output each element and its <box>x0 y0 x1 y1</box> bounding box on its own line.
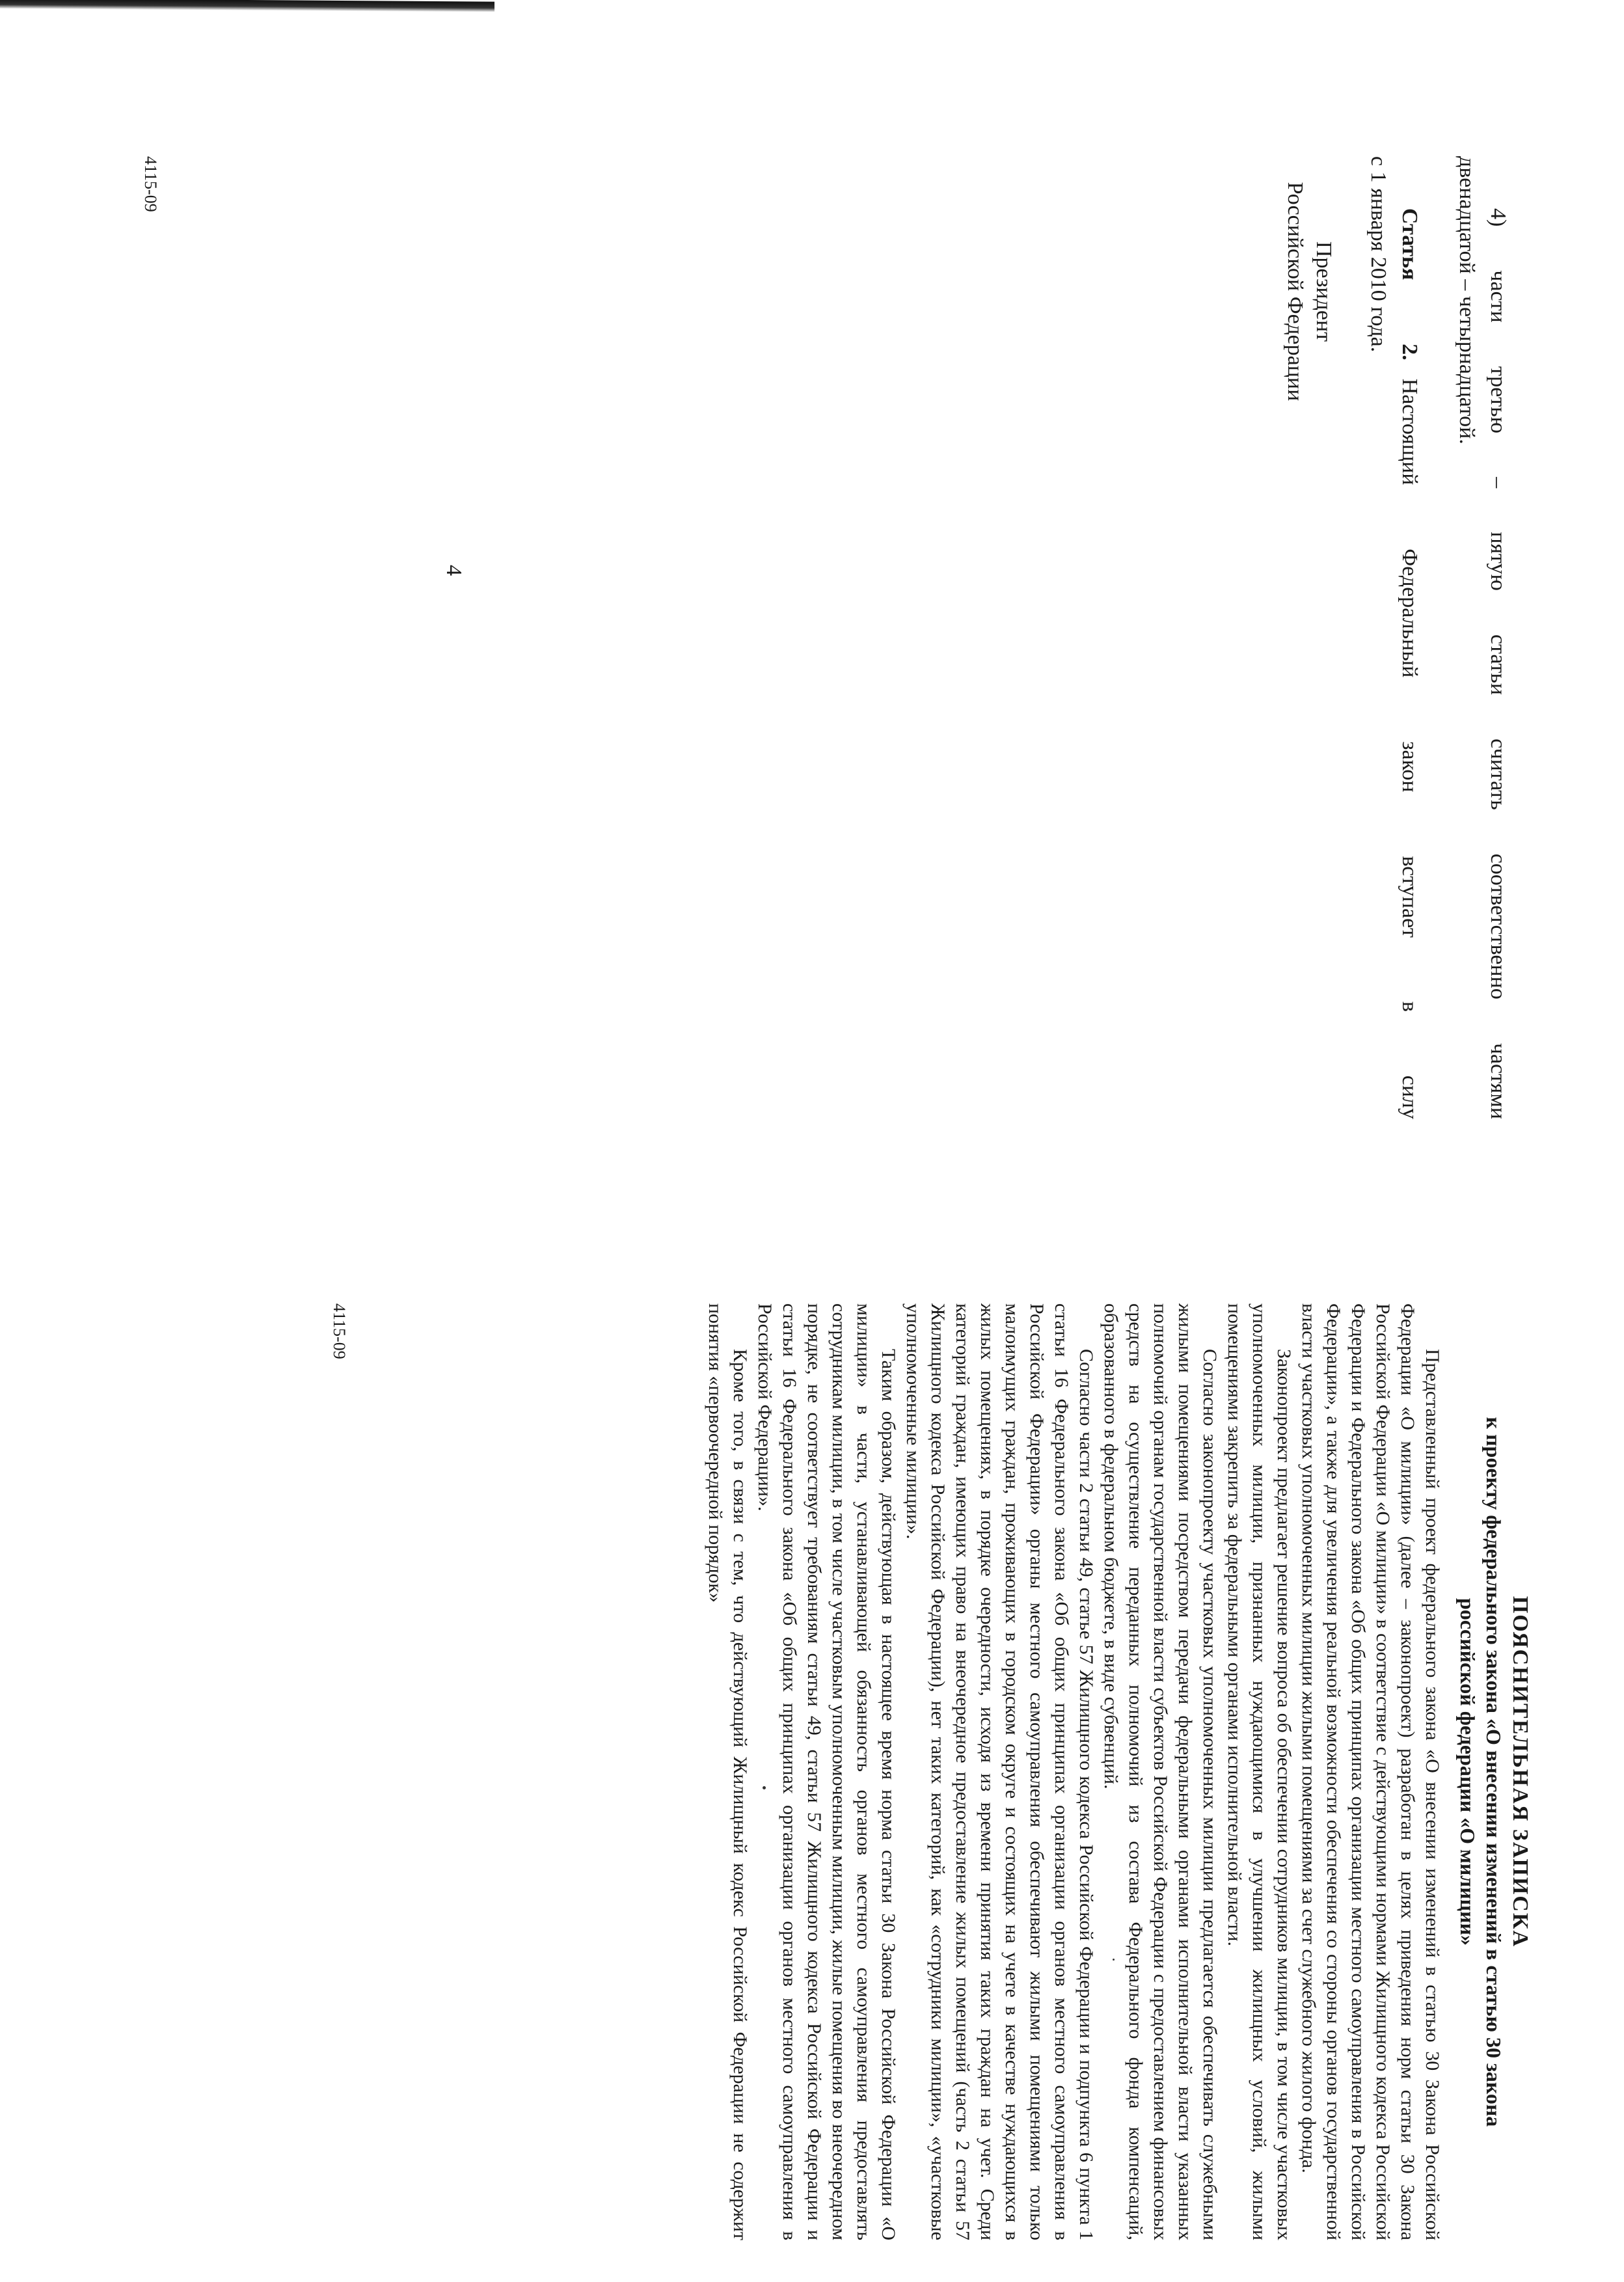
note-paragraph: Законопроект предлагает решение вопроса об обеспечении сотрудников милиции, в том числе участковых уполномоченных милиции, признанных нуждающимися в улучшении жилищных условий, жилыми помещениями закрепить за федеральными органами исполнительной власти. <box>1224 1303 1295 2240</box>
note-paragraph: Кроме того, в связи с тем, что действующий Жилищный кодекс Российской Федерации не содержит понятия «первоочередной порядок» <box>705 1303 751 2240</box>
note-title-sub: российской федерации «О милиции» <box>1456 1598 1480 1946</box>
signature-country: Российской Федерации <box>1283 182 1307 401</box>
signature-block <box>1280 161 1338 422</box>
article-2-label: Статья 2. <box>1398 208 1422 360</box>
note-document-code: 4115-09 <box>330 1303 349 1359</box>
article-2-continuation: с 1 января 2010 года. <box>1366 156 1390 353</box>
note-paragraph: Таким образом, действующая в настоящее время норма статьи 30 Закона Российской Федерации «О милиции» в части, устанавливающей обязанность органов местного самоуправления предоставлять сотрудникам милиции, в том числе участковым уполномоченным милиции, жилые помещения во внеочередном порядке, не соответствует требованиям статьи 49, статьи 57 Жилищного кодекса Российской Федерации и статьи 16 Федерального закона «Об общих принципах организации органов местного самоуправления в Российской Федерации». <box>754 1303 899 2240</box>
note-paragraph: Представленный проект федерального закона «О внесении изменений в статью 30 Закона Российской Федерации «О милиции» (далее – законопроект) разработан в целях приведения норм статьи 30 Закона Российской Федерации «О милиции» в соответствие с действующими нормами Жилищного кодекса Российской Федерации и Федерального закона «Об общих принципах организации местного самоуправления в Российской Федерации», а также для увеличения реальной возможности обеспечения со стороны органов государственной власти участковых уполномоченных милиции жилыми помещениями за счет служебного жилого фонда. <box>1298 1303 1443 2240</box>
note-paragraph: Согласно законопроекту участковых уполномоченных милиции предлагается обеспечивать служебными жилыми помещениями посредством передачи федеральными органами исполнительной власти указанных полномочий органам государственной власти субъектов Российской Федерации с предоставлением финансовых средств на осуществление переданных полномочий из состава Федерального фонда компенсаций, образованного в федеральном бюджете, в виде субвенций. <box>1100 1303 1221 2240</box>
bill-item-4-continuation: двенадцатой – четырнадцатой. <box>1455 156 1479 444</box>
note-title-main: ПОЯСНИТЕЛЬНАЯ ЗАПИСКА <box>1508 1596 1532 1948</box>
signature-title: Президент <box>1312 241 1336 342</box>
article-2-text: Настоящий Федеральный закон вступает в силу <box>1398 378 1422 1119</box>
page-number: 4 <box>442 565 466 576</box>
bill-document-code: 4115-09 <box>141 156 160 212</box>
note-paragraph: Согласно части 2 статьи 49, статье 57 Жилищного кодекса Российской Федерации и подпункта 6 пункта 1 статьи 16 Федерального закона «Об общих принципах организации органов местного самоуправления в Российской Федерации» органы местного самоуправления обеспечивают жилыми помещениями только малоимущих граждан, проживающих в городском округе и состоящих на учете в качестве нуждающихся в жилых помещениях, в порядке очередности, исходя из времени принятия таких граждан на учет. Среди категорий граждан, имеющих право на внеочередное предоставление жилых помещений (часть 2 статьи 57 Жилищного кодекса Российской Федерации), нет таких категорий, как «сотрудники милиции», «участковые уполномоченные милиции». <box>902 1303 1097 2240</box>
bill-item-4: 4) части третью – пятую статьи считать соответственно частями <box>1486 208 1510 1119</box>
note-title-sub: к проекту федерального закона «О внесении изменений в статью 30 закона <box>1482 1417 1506 2127</box>
